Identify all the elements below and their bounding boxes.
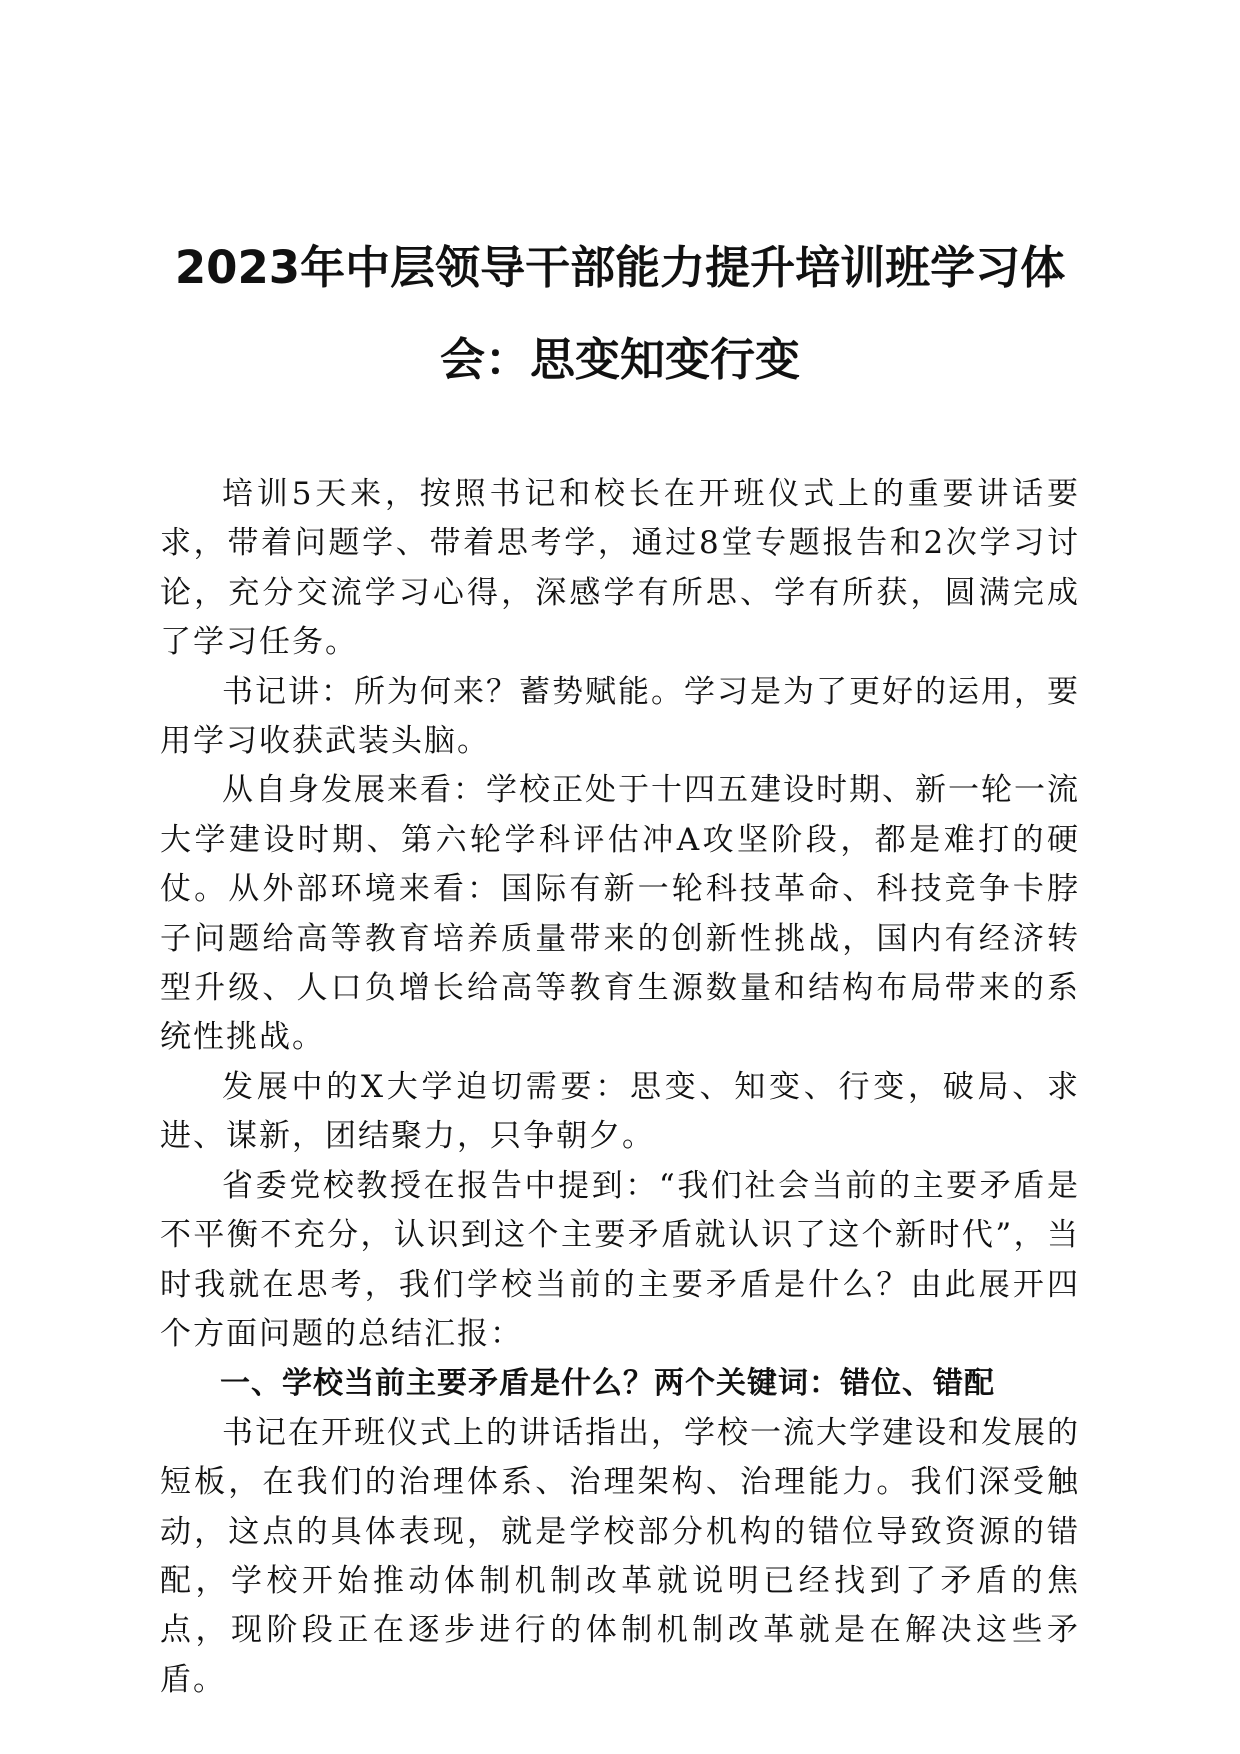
paragraph-secretary: 书记讲：所为何来？蓄势赋能。学习是为了更好的运用，要用学习收获武装头脑。 (160, 673, 1080, 760)
document-body (160, 470, 1080, 1705)
paragraph-intro: 培训5天来，按照书记和校长在开班仪式上的重要讲话要求，带着问题学、带着思考学，通过8堂专题报告和2次学习讨论，充分交流学习心得，深感学有所思、学有所获，圆满完成了学习任务。 (160, 476, 1080, 661)
section-heading-1: 一、学校当前主要矛盾是什么？两个关键词：错位、错配 (220, 1366, 995, 1402)
title-line-1: 2023年中层领导干部能力提升培训班学习体 (174, 241, 1066, 294)
title-line-2: 会：思变知变行变 (439, 333, 800, 386)
paragraph-needs: 发展中的X大学迫切需要：思变、知变、行变，破局、求进、谋新，团结聚力，只争朝夕。 (160, 1068, 1080, 1155)
paragraph-environment: 从自身发展来看：学校正处于十四五建设时期、新一轮一流大学建设时期、第六轮学科评估冲A攻坚阶段，都是难打的硬仗。从外部环境来看：国际有新一轮科技革命、科技竞争卡脖子问题给高等教育培养质量带来的创新性挑战，国内有经济转型升级、人口负增长给高等教育生源数量和结构布局带来的系统性挑战。 (160, 772, 1080, 1056)
section-1-paragraph: 书记在开班仪式上的讲话指出，学校一流大学建设和发展的短板，在我们的治理体系、治理架构、治理能力。我们深受触动，这点的具体表现，就是学校部分机构的错位导致资源的错配，学校开始推动体制机制改革就说明已经找到了矛盾的焦点，现阶段正在逐步进行的体制机制改革就是在解决这些矛盾。 (160, 1414, 1080, 1698)
paragraph-report: 省委党校教授在报告中提到：“我们社会当前的主要矛盾是不平衡不充分，认识到这个主要矛盾就认识了这个新时代”，当时我就在思考，我们学校当前的主要矛盾是什么？由此展开四个方面问题的总结汇报： (160, 1167, 1080, 1352)
document-title (150, 222, 1090, 406)
